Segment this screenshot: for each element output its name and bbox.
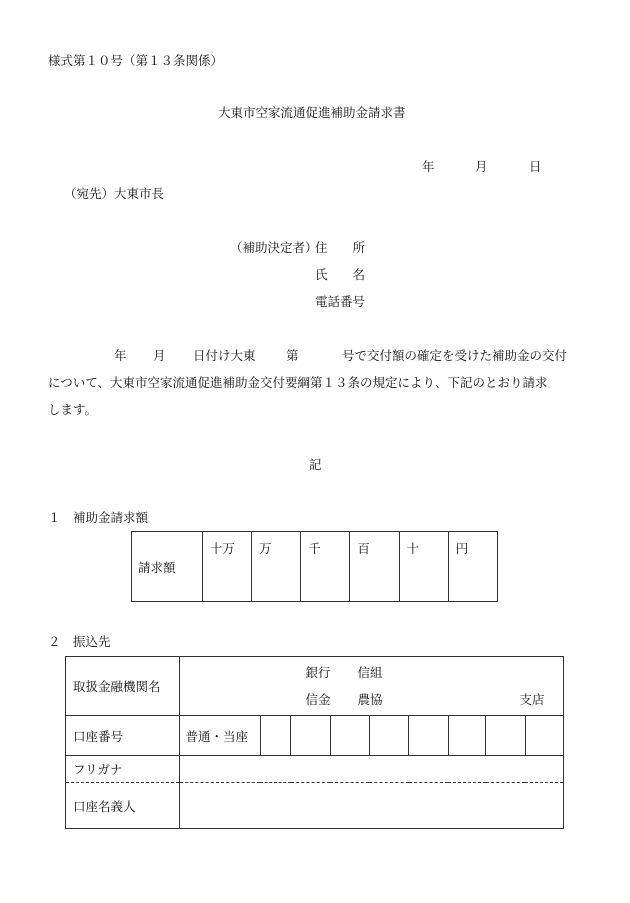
applicant-role: （補助決定者） xyxy=(230,240,318,255)
account-digit-cell[interactable] xyxy=(291,716,330,756)
institution-label: 取扱金融機関名 xyxy=(66,657,180,716)
account-digit-cell[interactable] xyxy=(330,716,369,756)
shinkin-option: 信金 xyxy=(305,692,331,707)
shinkumi-option: 信組 xyxy=(357,665,383,680)
page-title: 大東市空家流通促進補助金請求書 xyxy=(218,105,406,120)
body-line1-rest: 号で交付額の確定を受けた補助金の交付 xyxy=(342,348,568,363)
body-dai: 第 xyxy=(286,348,299,363)
account-digit-cell[interactable] xyxy=(409,716,448,756)
body-line3: します。 xyxy=(48,402,98,417)
account-digit-cell[interactable] xyxy=(369,716,408,756)
unit-cell-yen[interactable]: 円 xyxy=(448,532,497,602)
section1-heading: １ 補助金請求額 xyxy=(48,510,149,525)
furigana-label: フリガナ xyxy=(66,756,180,783)
body-dated: 日付け大東 xyxy=(193,348,256,363)
name-label: 氏 名 xyxy=(315,267,366,282)
date-day-label: 日 xyxy=(529,159,542,174)
bank-option: 銀行 xyxy=(305,665,331,680)
unit-cell-ten-thousand[interactable]: 万 xyxy=(252,532,301,602)
account-digit-cell[interactable] xyxy=(448,716,485,756)
date-month-label: 月 xyxy=(475,159,488,174)
account-digit-cell[interactable] xyxy=(486,716,525,756)
account-type[interactable]: 普通・当座 xyxy=(179,716,260,756)
body-month: 月 xyxy=(153,348,166,363)
form-number: 様式第１０号（第１３条関係） xyxy=(48,53,224,68)
unit-cell-ten[interactable]: 十 xyxy=(399,532,448,602)
claim-amount-label: 請求額 xyxy=(132,532,203,602)
unit-cell-hundred[interactable]: 百 xyxy=(350,532,399,602)
section2-heading: ２ 振込先 xyxy=(48,634,111,649)
unit-cell-hundred-thousand[interactable]: 十万 xyxy=(202,532,251,602)
account-holder-label: 口座名義人 xyxy=(66,783,180,829)
account-holder-field[interactable] xyxy=(179,783,564,829)
furigana-field[interactable] xyxy=(179,756,564,783)
account-number-label: 口座番号 xyxy=(66,716,180,756)
phone-label: 電話番号 xyxy=(315,294,366,309)
branch-label: 支店 xyxy=(519,692,545,707)
institution-name-field[interactable] xyxy=(179,657,564,716)
ki-label: 記 xyxy=(309,457,322,472)
account-digit-cell[interactable] xyxy=(525,716,564,756)
bank-transfer-table xyxy=(65,656,564,829)
claim-amount-table xyxy=(131,531,498,602)
unit-cell-thousand[interactable]: 千 xyxy=(301,532,350,602)
body-line2: について、大東市空家流通促進補助金交付要綱第１３条の規定により、下記のとおり請求 xyxy=(48,375,548,390)
account-digit-cell[interactable] xyxy=(260,716,291,756)
nokyo-option: 農協 xyxy=(357,692,383,707)
address-label: 住 所 xyxy=(315,240,366,255)
addressee: （宛先）大東市長 xyxy=(64,186,165,201)
date-year-label: 年 xyxy=(422,159,435,174)
body-year: 年 xyxy=(114,348,127,363)
